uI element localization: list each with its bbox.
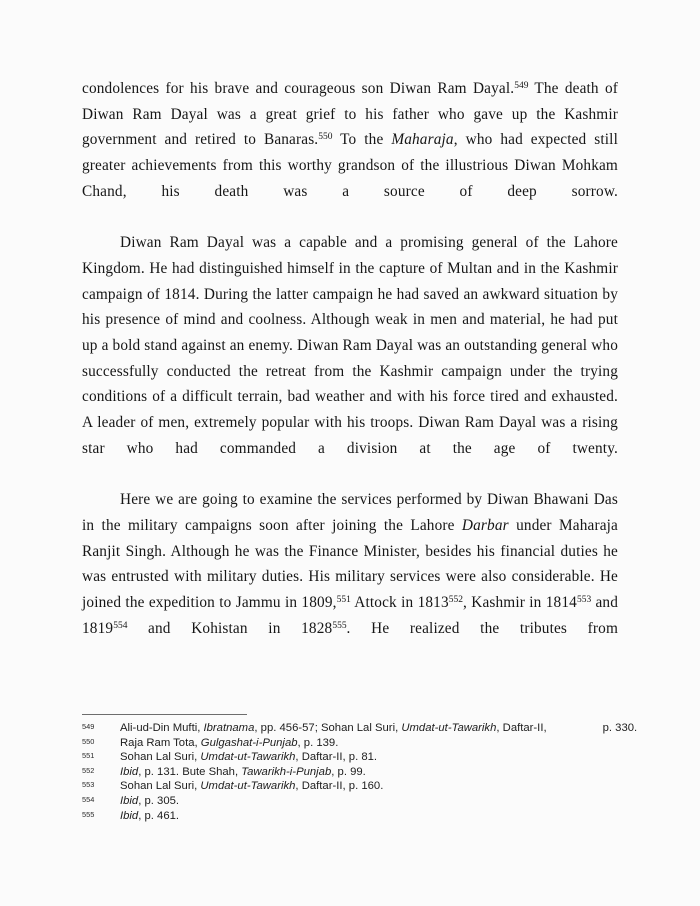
italic-term-darbar: Darbar xyxy=(461,516,509,534)
footnote-volume: Daftar-II xyxy=(502,722,544,734)
footnote-author: Ibid xyxy=(120,809,139,822)
footnote-author: Sohan Lal Suri xyxy=(120,780,195,793)
footnote-volume: Daftar-II xyxy=(301,751,343,764)
footnote-pages: p. 139. xyxy=(303,736,339,749)
footnote-text: Sohan Lal Suri, Umdat-ut-Tawarikh, Daftar-II, p. 160. xyxy=(120,780,384,793)
footnote-pages: p. 305. xyxy=(144,794,180,807)
footnote-ref-549[interactable]: 549 xyxy=(514,81,529,92)
footnote-second-author: Bute Shah xyxy=(182,765,235,778)
footnote-item xyxy=(82,750,618,765)
footnote-volume: Daftar-II xyxy=(301,780,343,793)
footnote-second-work-title: Tawarikh-i-Punjab xyxy=(241,765,332,778)
footnote-ref-550[interactable]: 550 xyxy=(318,132,333,143)
footnote-text: Ibid, p. 461. xyxy=(120,809,180,822)
footnote-number: 554 xyxy=(82,794,95,804)
footnote-number: 551 xyxy=(82,751,95,761)
footnote-item xyxy=(82,765,618,780)
footnote-number: 552 xyxy=(82,765,95,775)
footnote-number: 549 xyxy=(82,722,95,731)
footnote-text: Sohan Lal Suri, Umdat-ut-Tawarikh, Daftar-II, p. 81. xyxy=(120,751,378,764)
footnote-work-title: Ibratnama xyxy=(203,722,255,734)
footnote-author: Sohan Lal Suri xyxy=(120,751,195,764)
footnote-second-author: Sohan Lal Suri xyxy=(320,722,396,734)
footnote-pages: p. 81. xyxy=(348,751,378,764)
footnote-item xyxy=(82,809,618,824)
footnote-separator-rule xyxy=(82,714,247,715)
footnote-author: Ibid xyxy=(120,794,139,807)
paragraph-1: condolences for his brave and courageous son Diwan Ram Dayal.$^{549}$ The death of Diwan Ram Dayal was a great grief to his father who gave up the Kashmir government and retired to Banaras.$^{550}$ To the Maharaja, who had expected still greater achievements from this worthy grandson of the illustrious Diwan Mohkam Chand, his death was a source of deep sorrow. xyxy=(82,80,618,200)
footnote-author: Ali-ud-Din Mufti xyxy=(120,722,198,734)
footnote-text: Ibid, p. 131. Bute Shah, Tawarikh-i-Punjab, p. 99. xyxy=(120,765,366,778)
paragraph-3: Here we are going to examine the services performed by Diwan Bhawani Das in the military campaigns soon after joining the Lahore Darbar under Maharaja Ranjit Singh. Although he was the Finance Minister, besides his financial duties he was entrusted with military duties. His military services were also considerable. He joined the expedition to Jammu in 1809,$^{551}$ Attock in 1813$^{552}$, Kashmir in 1814$^{553}$ and 1819$^{554}$ and Kohistan in 1828$^{555}$. He realized the tributes from xyxy=(82,491,619,637)
footnote-ref-551[interactable]: 551 xyxy=(336,595,351,606)
footnote-list xyxy=(82,721,638,823)
footnote-author: Raja Ram Tota xyxy=(120,736,195,749)
body-text-column xyxy=(82,76,618,667)
footnote-ref-555[interactable]: 555 xyxy=(332,620,347,631)
footnote-number: 555 xyxy=(82,809,95,819)
footnote-work-title: Umdat-ut-Tawarikh xyxy=(200,780,296,793)
footnote-pages: p. 461. xyxy=(144,809,180,822)
footnote-work-title: Umdat-ut-Tawarikh xyxy=(200,751,296,764)
footnote-item xyxy=(82,794,618,809)
footnote-ref-553[interactable]: 553 xyxy=(576,595,592,606)
paragraph-2: Diwan Ram Dayal was a capable and a promising general of the Lahore Kingdom. He had distinguished himself in the capture of Multan and in the Kashmir campaign of 1814. During the latter campaign he had saved an awkward situation by his presence of mind and coolness. Although weak in men and material, he had put up a bold stand against an enemy. Diwan Ram Dayal was an outstanding general who successfully conducted the retreat from the Kashmir campaign under the trying conditions of a difficult terrain, bad weather and with his force tired and exhausted. A leader of men, extremely popular with his troops. Diwan Ram Dayal was a rising star who had commanded a division at the age of twenty. xyxy=(82,234,618,457)
footnote-item xyxy=(82,779,618,794)
footnote-second-page: p. 99. xyxy=(337,765,366,778)
footnote-text: Raja Ram Tota, Gulgashat-i-Punjab, p. 139. xyxy=(120,736,339,749)
footnote-number: 550 xyxy=(82,736,95,746)
footnote-pages: p. 160. xyxy=(348,780,384,793)
footnote-text: Ibid, p. 305. xyxy=(120,794,180,807)
footnote-second-page: p. 330. xyxy=(602,722,638,734)
footnote-item xyxy=(82,736,618,751)
footnote-number: 553 xyxy=(82,780,95,790)
footnote-text: Ali-ud-Din Mufti, Ibratnama, pp. 456-57; Sohan Lal Suri, Umdat-ut-Tawarikh, Daftar-II, p. 330. xyxy=(120,722,638,734)
footnote-ref-554[interactable]: 554 xyxy=(113,620,128,631)
footnote-work-title: Gulgashat-i-Punjab xyxy=(200,736,298,749)
italic-term-maharaja: Maharaja xyxy=(391,131,454,149)
footnote-pages: p. 131. xyxy=(144,765,180,778)
footnote-pages: pp. 456-57 xyxy=(260,722,315,734)
footnote-author: Ibid xyxy=(120,765,139,778)
footnote-ref-552[interactable]: 552 xyxy=(448,595,463,606)
footnotes-section xyxy=(82,714,638,823)
footnote-item xyxy=(82,721,638,736)
footnote-second-work-title: Umdat-ut-Tawarikh xyxy=(401,722,497,734)
